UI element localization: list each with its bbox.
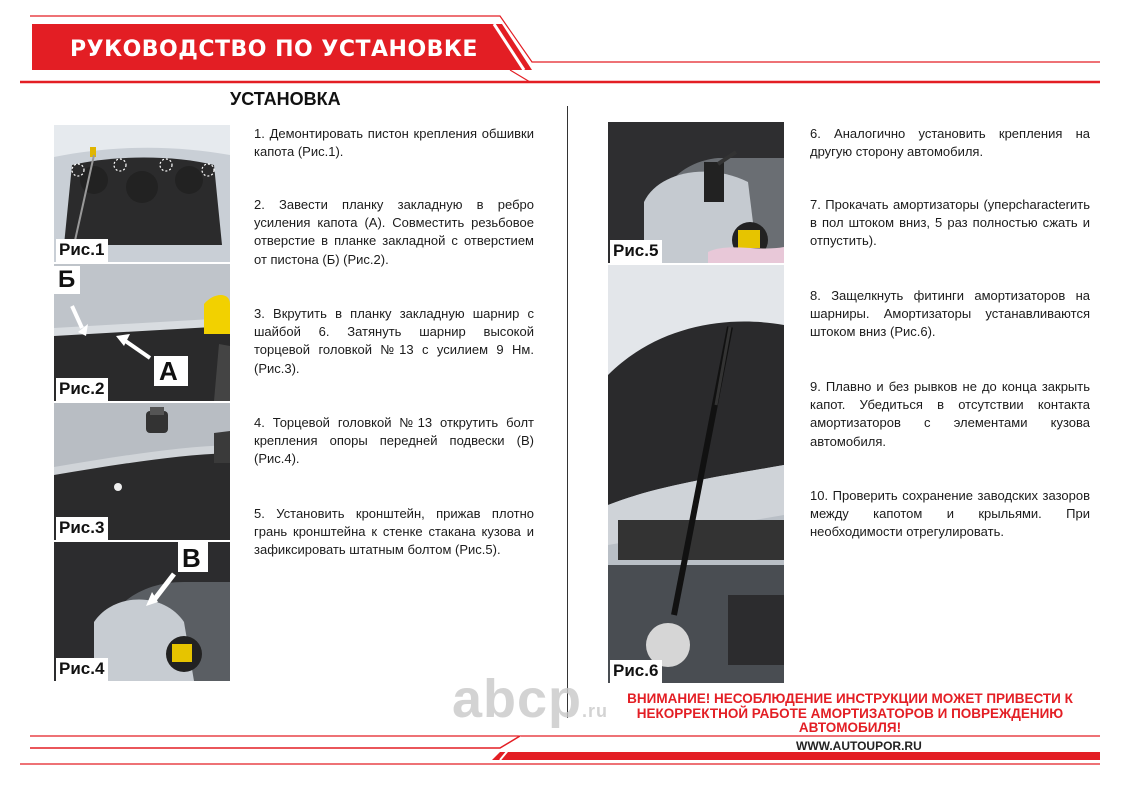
step-9: 9. Плавно и без рывков не до конца закрыть капот. Убедиться в отсутствии контакта амортизаторов с элементами кузова автомобиля. [810, 379, 1090, 449]
footer-website: WWW.AUTOUPOR.RU [796, 739, 922, 753]
label-a: А [159, 356, 178, 386]
figure-4-photo [54, 542, 230, 681]
footer-lines [0, 728, 1131, 788]
step-3: 3. Вкрутить в планку закладную шарнир с шайбой 6. Затянуть шарнир высокой торцевой головкой №13 с усилием 9 Нм. (Рис.3). [254, 306, 534, 376]
step-6: 6. Аналогично установить крепления на другую сторону автомобиля. [810, 126, 1090, 160]
watermark: abcp.ru [452, 669, 609, 729]
label-v: В [182, 543, 201, 573]
figure-caption: Рис.1 [56, 239, 108, 262]
step-4: 4. Торцевой головкой №13 открутить болт крепления опоры передней подвески (В) (Рис.4). [254, 415, 534, 467]
figure-5-photo [608, 122, 784, 263]
step-8: 8. Защелкнуть фитинги амортизаторов на шарниры. Амортизаторы устанавливаются штоком вниз (Рис.6). [810, 288, 1090, 340]
figure-2-photo [54, 264, 230, 401]
figure-1-photo [54, 125, 230, 262]
figure-6-photo [608, 265, 784, 683]
label-b: Б [58, 266, 76, 293]
figure-caption: Рис.5 [610, 240, 662, 263]
figure-caption: Рис.6 [610, 660, 662, 683]
figure-caption: Рис.4 [56, 658, 108, 681]
page-header-title: РУКОВОДСТВО ПО УСТАНОВКЕ [70, 37, 478, 62]
warning-text: ВНИМАНИЕ! НЕСОБЛЮДЕНИЕ ИНСТРУКЦИИ МОЖЕТ ПРИВЕСТИ К НЕКОРРЕКТНОЙ РАБОТЕ АМОРТИЗАТОРОВ И ПОВРЕЖДЕНИЮ АВТОМОБИЛЯ! [627, 691, 1073, 735]
step-5: 5. Установить кронштейн, прижав плотно грань кронштейна к стенке стакана кузова и зафиксировать штатным болтом (Рис.5). [254, 506, 534, 558]
step-2: 2. Завести планку закладную в ребро усиления капота (А). Совместить резьбовое отверстие в планке закладной с отверстием от пистона (Б) (Рис.2). [254, 197, 534, 267]
step-10: 10. Проверить сохранение заводских зазоров между капотом и крыльями. При необходимости отрегулировать. [810, 488, 1090, 540]
figure-caption: Рис.2 [56, 378, 108, 401]
figure-3-photo [54, 403, 230, 540]
figure-caption: Рис.3 [56, 517, 108, 540]
section-title: УСТАНОВКА [230, 89, 341, 109]
column-divider [567, 106, 568, 718]
step-7: 7. Прокачать амортизаторы (уперcharacterить в пол штоком вниз, 5 раз полностью сжать и отпустить). [810, 197, 1090, 249]
step-1: 1. Демонтировать пистон крепления обшивки капота (Рис.1). [254, 126, 534, 160]
